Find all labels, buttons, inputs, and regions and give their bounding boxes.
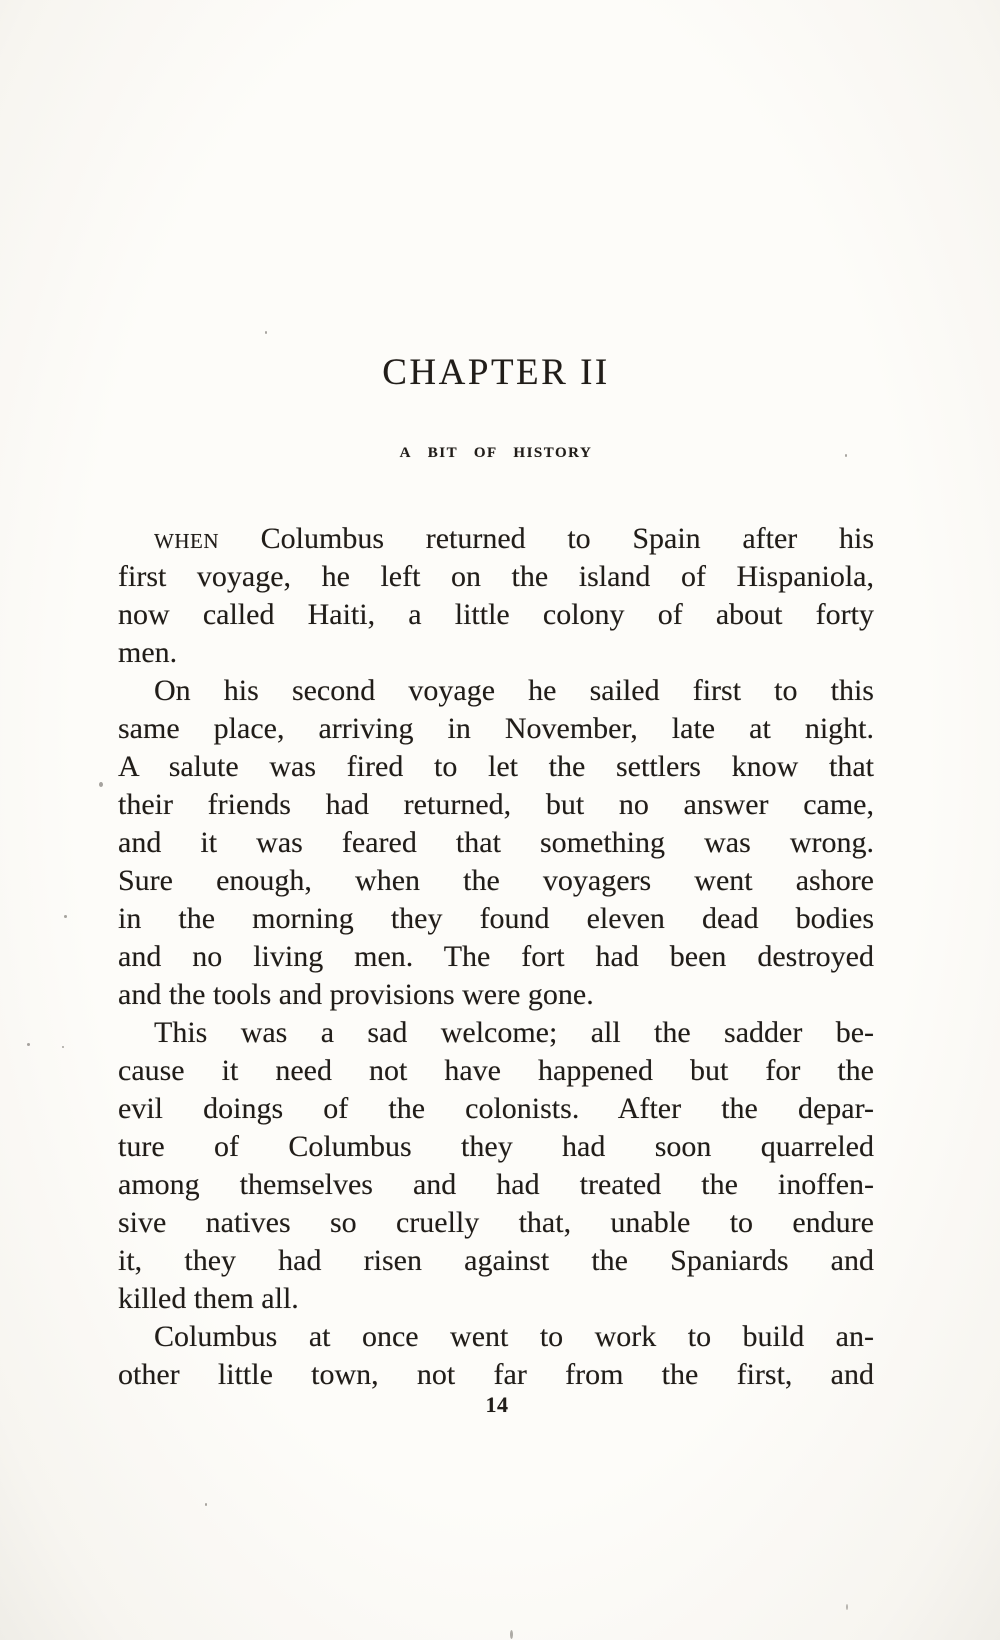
text-line: and no living men. The fort had been destroyed [118,939,874,973]
scan-speck [205,1503,207,1506]
text-line: now called Haiti, a little colony of about forty [118,597,874,631]
text-line: other little town, not far from the first, and [118,1357,874,1391]
text-line: ture of Columbus they had soon quarreled [118,1129,874,1163]
scan-speck [510,1630,513,1639]
text-line: A salute was fired to let the settlers know that [118,749,874,783]
text-line: when Columbus returned to Spain after his [154,521,874,555]
text-line: sive natives so cruelly that, unable to endure [118,1205,874,1239]
text-line: first voyage, he left on the island of Hispaniola, [118,559,874,593]
text-line: On his second voyage he sailed first to this [154,673,874,707]
smallcaps-lead-word: when [154,521,219,555]
chapter-title: CHAPTER II [382,352,610,393]
scan-speck [64,915,67,918]
text-line: killed them all. [118,1281,299,1315]
text-line: cause it need not have happened but for the [118,1053,874,1087]
text-line: and the tools and provisions were gone. [118,977,594,1011]
body-text [118,520,874,1394]
text-line: This was a sad welcome; all the sadder be- [154,1015,874,1049]
text-line: Columbus at once went to work to build an- [154,1319,874,1353]
text-line: Sure enough, when the voyagers went ashore [118,863,874,897]
text-line: it, they had risen against the Spaniards and [118,1243,874,1277]
text-line: and it was feared that something was wrong. [118,825,874,859]
text-line: men. [118,635,178,669]
page-number: 14 [485,1392,509,1417]
text-line: evil doings of the colonists. After the depar- [118,1091,874,1125]
scan-speck [845,454,847,457]
scan-speck [27,1043,30,1046]
scan-speck [62,1046,64,1048]
text-column [118,352,874,1394]
section-title: a bit of history [399,437,593,462]
text-line: same place, arriving in November, late at night. [118,711,874,745]
scan-speck [99,782,103,787]
text-line: in the morning they found eleven dead bodies [118,901,874,935]
text-line: among themselves and had treated the inoffen- [118,1167,874,1201]
text-line: their friends had returned, but no answer came, [118,787,874,821]
scan-speck [265,331,267,334]
scan-speck [846,1604,848,1610]
